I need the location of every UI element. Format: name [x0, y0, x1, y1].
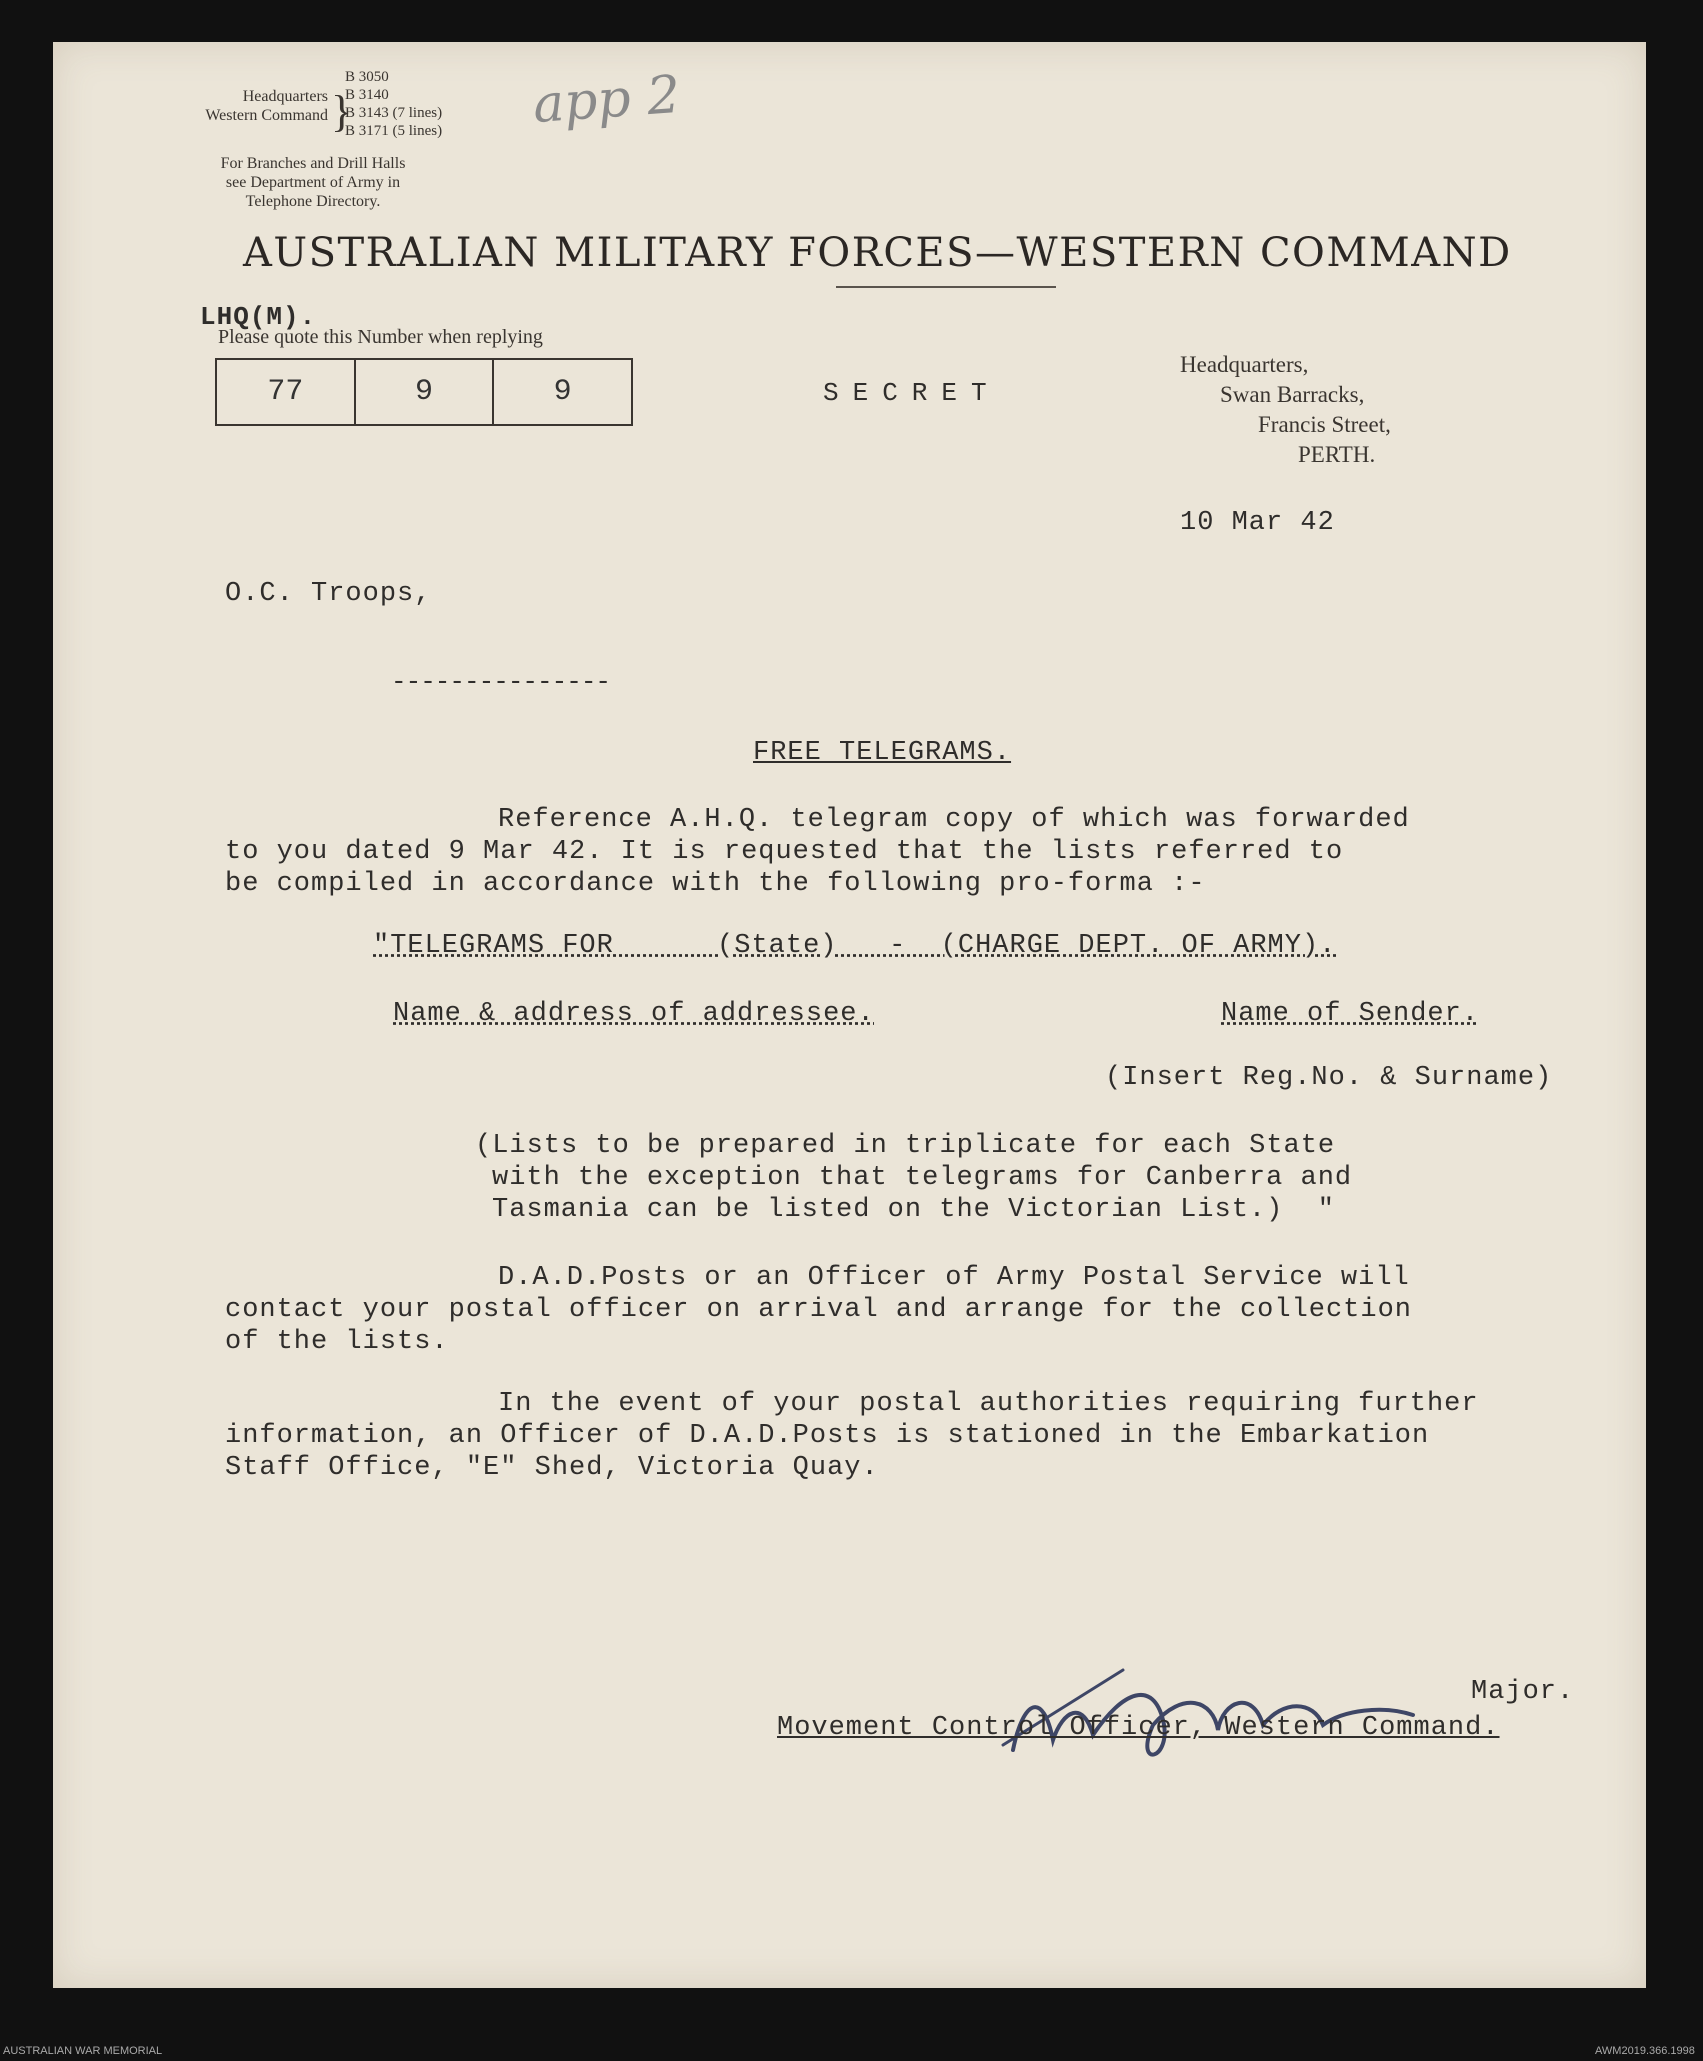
telephone-labels	[188, 87, 328, 125]
quote-number-note: Please quote this Number when replying	[218, 326, 543, 348]
letterhead-title: AUSTRALIAN MILITARY FORCES—WESTERN COMMAND	[243, 230, 1512, 276]
telephone-line: B 3143 (7 lines)	[345, 105, 443, 121]
signatory-rank: Major.	[1471, 1677, 1575, 1707]
telephone-label: Western Command	[205, 107, 328, 124]
paragraph-line: to you dated 9 Mar 42. It is requested that the lists referred to	[225, 837, 1344, 867]
sender-address	[1180, 350, 1391, 470]
paragraph-line: D.A.D.Posts or an Officer of Army Postal Service will	[498, 1263, 1410, 1293]
paragraph-postal-service	[225, 1262, 1412, 1358]
paragraph-line: be compiled in accordance with the following pro-forma :-	[225, 869, 1206, 899]
paragraph-line: (Lists to be prepared in triplicate for each State	[475, 1131, 1336, 1161]
addressee: O.C. Troops,	[225, 579, 432, 609]
address-line: PERTH.	[1298, 442, 1376, 467]
paragraph-line: contact your postal officer on arrival and arrange for the collection	[225, 1295, 1412, 1325]
paragraph-line: Reference A.H.Q. telegram copy of which was forwarded	[498, 805, 1410, 835]
telephone-label: Headquarters	[242, 88, 328, 105]
branches-line: Telephone Directory.	[245, 193, 381, 210]
proforma-column-note: (Insert Reg.No. & Surname)	[1105, 1063, 1553, 1093]
paragraph-line: information, an Officer of D.A.D.Posts is stationed in the Embarkation	[225, 1421, 1430, 1451]
signatory-title: Movement Control Officer, Western Command.	[777, 1713, 1500, 1743]
telephone-line: B 3140	[345, 87, 389, 103]
telephone-line: B 3050	[345, 69, 389, 85]
reference-number: 9	[356, 360, 495, 424]
letter-date: 10 Mar 42	[1180, 508, 1335, 538]
pencil-annotation: app 2	[531, 64, 683, 136]
subject-line: FREE TELEGRAMS.	[753, 738, 1012, 768]
footer-accession-number: AWM2019.366.1998	[1595, 2045, 1695, 2057]
proforma-column-left: Name & address of addressee.	[393, 999, 875, 1029]
branches-line: see Department of Army in	[225, 174, 401, 191]
reference-number-box	[215, 358, 633, 426]
address-line: Swan Barracks,	[1220, 382, 1365, 407]
telephone-line: B 3171 (5 lines)	[345, 123, 443, 139]
reference-prefix: LHQ(M).	[200, 302, 317, 332]
address-line: Headquarters,	[1180, 352, 1309, 377]
reference-number: 9	[553, 375, 572, 409]
paragraph-line: of the lists.	[225, 1327, 449, 1357]
proforma-column-right: Name of Sender.	[1221, 999, 1480, 1029]
letter-sheet	[53, 42, 1646, 1988]
paragraph-reference	[225, 804, 1410, 900]
footer-institution: AUSTRALIAN WAR MEMORIAL	[3, 2045, 163, 2057]
address-line: Francis Street,	[1258, 412, 1391, 437]
heading-rule	[836, 286, 1056, 288]
proforma-heading: "TELEGRAMS FOR (State) - (CHARGE DEPT. OF ARMY).	[373, 931, 1337, 961]
paragraph-further-information	[225, 1388, 1479, 1484]
branches-note	[188, 154, 438, 211]
paragraph-line: with the exception that telegrams for Canberra and	[492, 1163, 1353, 1193]
telephone-lines	[345, 68, 442, 140]
paragraph-lists	[475, 1130, 1352, 1226]
branches-line: For Branches and Drill Halls	[220, 155, 406, 172]
brace-icon: }	[331, 87, 353, 136]
handwritten-signature	[983, 1630, 1443, 1780]
separator-dashes: ---------------	[391, 667, 611, 697]
paragraph-line: Tasmania can be listed on the Victorian List.) "	[492, 1195, 1335, 1225]
reference-number: 77	[217, 360, 356, 424]
classification: SECRET	[823, 378, 1001, 408]
paragraph-line: Staff Office, "E" Shed, Victoria Quay.	[225, 1453, 879, 1483]
paragraph-line: In the event of your postal authorities requiring further	[498, 1389, 1479, 1419]
